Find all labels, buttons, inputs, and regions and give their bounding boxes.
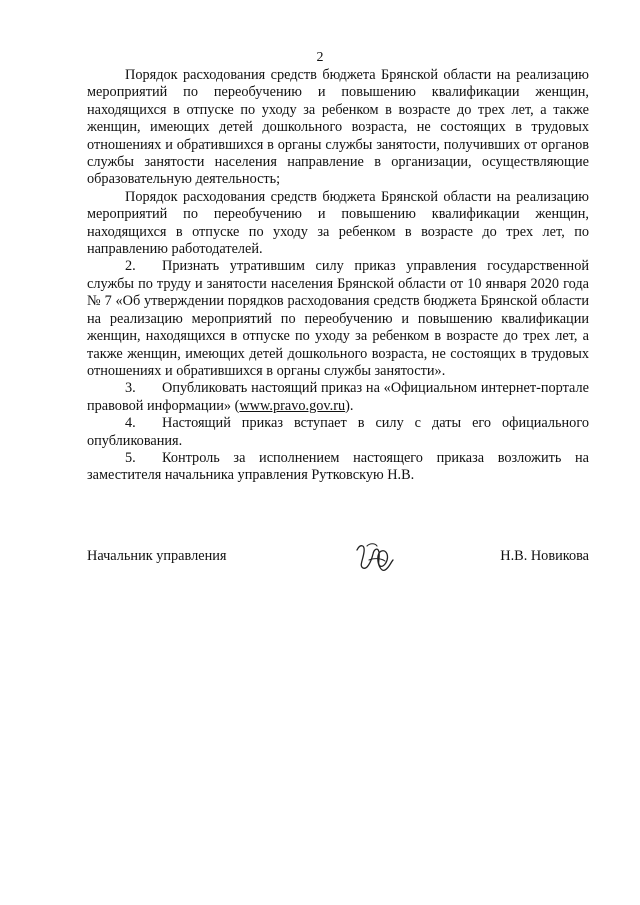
signatory-position: Начальник управления (87, 548, 227, 564)
document-body (87, 67, 589, 485)
item-number: 2. (125, 258, 136, 275)
item-number: 4. (125, 415, 136, 432)
signatory-name: Н.В. Новикова (500, 548, 589, 564)
paragraph-order-2: Порядок расходования средств бюджета Брянской области на реализацию мероприятий по переобучению и повышению квалификации женщин, находящихся в отпуске по уходу за ребенком в возрасте до трех лет, по направлению работодателей. (87, 188, 589, 258)
pravo-gov-link[interactable]: www.pravo.gov.ru (239, 397, 346, 414)
signature-block (87, 540, 589, 580)
item-number: 3. (125, 380, 136, 397)
page-number: 2 (316, 50, 324, 65)
list-item-4 (87, 415, 589, 450)
item-number: 5. (125, 449, 136, 466)
handwritten-signature (351, 540, 397, 576)
item-text: Опубликовать настоящий приказ на «Официальном интернет-портале правовой информации» ( (87, 380, 589, 414)
item-text: Признать утратившим силу приказ управления государственной службы по труду и занятости населения Брянской области от 10 января 2020 года № 7 «Об утверждении порядков расходования средств бюджета Брянской области на реализацию мероприятий по переобучению и повышению квалификации женщин, находящихся в отпуске по уходу за ребенком в возрасте до трех лет, а также женщин, имеющих детей дошкольного возраста, не состоящих в трудовых отношениях и обратившихся в органы службы занятости». (87, 258, 589, 379)
item-text-end: ). (345, 397, 354, 414)
item-text: Контроль за исполнением настоящего приказа возложить на заместителя начальника управления Рутковскую Н.В. (87, 449, 589, 484)
list-item-5 (87, 450, 589, 485)
list-item-2 (87, 258, 589, 380)
item-text: Настоящий приказ вступает в силу с даты его официального опубликования. (87, 415, 589, 449)
paragraph-order-1: Порядок расходования средств бюджета Брянской области на реализацию мероприятий по переобучению и повышению квалификации женщин, находящихся в отпуске по уходу за ребенком в возрасте до трех лет, а также женщин, имеющих детей дошкольного возраста, не состоящих в трудовых отношениях и обратившихся в органы службы занятости, получивших от органов службы занятости населения направление в организации, осуществляющие образовательную деятельность; (87, 67, 589, 188)
list-item-3 (87, 380, 589, 415)
